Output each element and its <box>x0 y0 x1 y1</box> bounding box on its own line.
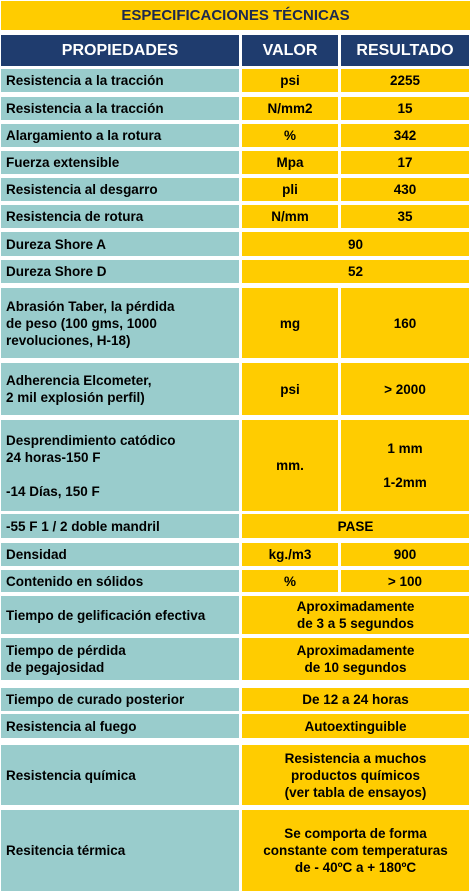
result-cell: 52 <box>242 260 469 283</box>
property-cell: Resistencia química <box>1 745 239 805</box>
result-cell: > 2000 <box>341 363 469 415</box>
result-cell: 17 <box>341 151 469 174</box>
header-resultado: RESULTADO <box>341 35 469 66</box>
unit-cell: kg./m3 <box>242 543 338 566</box>
property-cell: Adherencia Elcometer, 2 mil explosión perfil) <box>1 363 239 415</box>
result-cell: 430 <box>341 178 469 201</box>
result-cell: 342 <box>341 124 469 147</box>
property-cell: Resistencia a la tracción <box>1 97 239 120</box>
result-cell: 1 mm 1-2mm <box>341 420 469 511</box>
result-cell: Autoextinguible <box>242 714 469 738</box>
unit-cell: mg <box>242 288 338 358</box>
result-cell: 15 <box>341 97 469 120</box>
property-cell: Resistencia al fuego <box>1 714 239 738</box>
property-cell: Desprendimiento catódico 24 horas-150 F -14 Días, 150 F <box>1 420 239 511</box>
unit-cell: pli <box>242 178 338 201</box>
result-cell: Resistencia a muchos productos químicos (ver tabla de ensayos) <box>242 745 469 805</box>
property-cell: Dureza Shore A <box>1 232 239 256</box>
unit-cell: Mpa <box>242 151 338 174</box>
property-cell: Tiempo de curado posterior <box>1 688 239 711</box>
result-cell: 35 <box>341 205 469 228</box>
result-cell: PASE <box>242 514 469 538</box>
property-cell: Densidad <box>1 543 239 566</box>
property-cell: Abrasión Taber, la pérdida de peso (100 gms, 1000 revoluciones, H-18) <box>1 288 239 358</box>
result-cell: 160 <box>341 288 469 358</box>
result-cell: Aproximadamente de 10 segundos <box>242 638 469 680</box>
unit-cell: N/mm <box>242 205 338 228</box>
property-cell: Contenido en sólidos <box>1 570 239 592</box>
property-cell: Dureza Shore D <box>1 260 239 283</box>
result-cell: > 100 <box>341 570 469 592</box>
unit-cell: N/mm2 <box>242 97 338 120</box>
result-cell: De 12 a 24 horas <box>242 688 469 711</box>
property-cell: Fuerza extensible <box>1 151 239 174</box>
header-valor: VALOR <box>242 35 338 66</box>
result-cell: 90 <box>242 232 469 256</box>
property-cell: Resistencia al desgarro <box>1 178 239 201</box>
result-cell: Aproximadamente de 3 a 5 segundos <box>242 596 469 634</box>
property-cell: -55 F 1 / 2 doble mandril <box>1 514 239 538</box>
property-cell: Tiempo de pérdida de pegajosidad <box>1 638 239 680</box>
property-cell: Tiempo de gelificación efectiva <box>1 596 239 634</box>
property-cell: Resistencia de rotura <box>1 205 239 228</box>
result-cell: 900 <box>341 543 469 566</box>
result-cell: Se comporta de forma constante com temperaturas de - 40ºC a + 180ºC <box>242 810 469 891</box>
unit-cell: % <box>242 570 338 592</box>
unit-cell: psi <box>242 363 338 415</box>
property-cell: Resitencia térmica <box>1 810 239 891</box>
unit-cell: psi <box>242 69 338 92</box>
result-cell: 2255 <box>341 69 469 92</box>
sheet-title: ESPECIFICACIONES TÉCNICAS <box>1 1 470 30</box>
header-propiedades: PROPIEDADES <box>1 35 239 66</box>
property-cell: Alargamiento a la rotura <box>1 124 239 147</box>
property-cell: Resistencia a la tracción <box>1 69 239 92</box>
unit-cell: mm. <box>242 420 338 511</box>
unit-cell: % <box>242 124 338 147</box>
